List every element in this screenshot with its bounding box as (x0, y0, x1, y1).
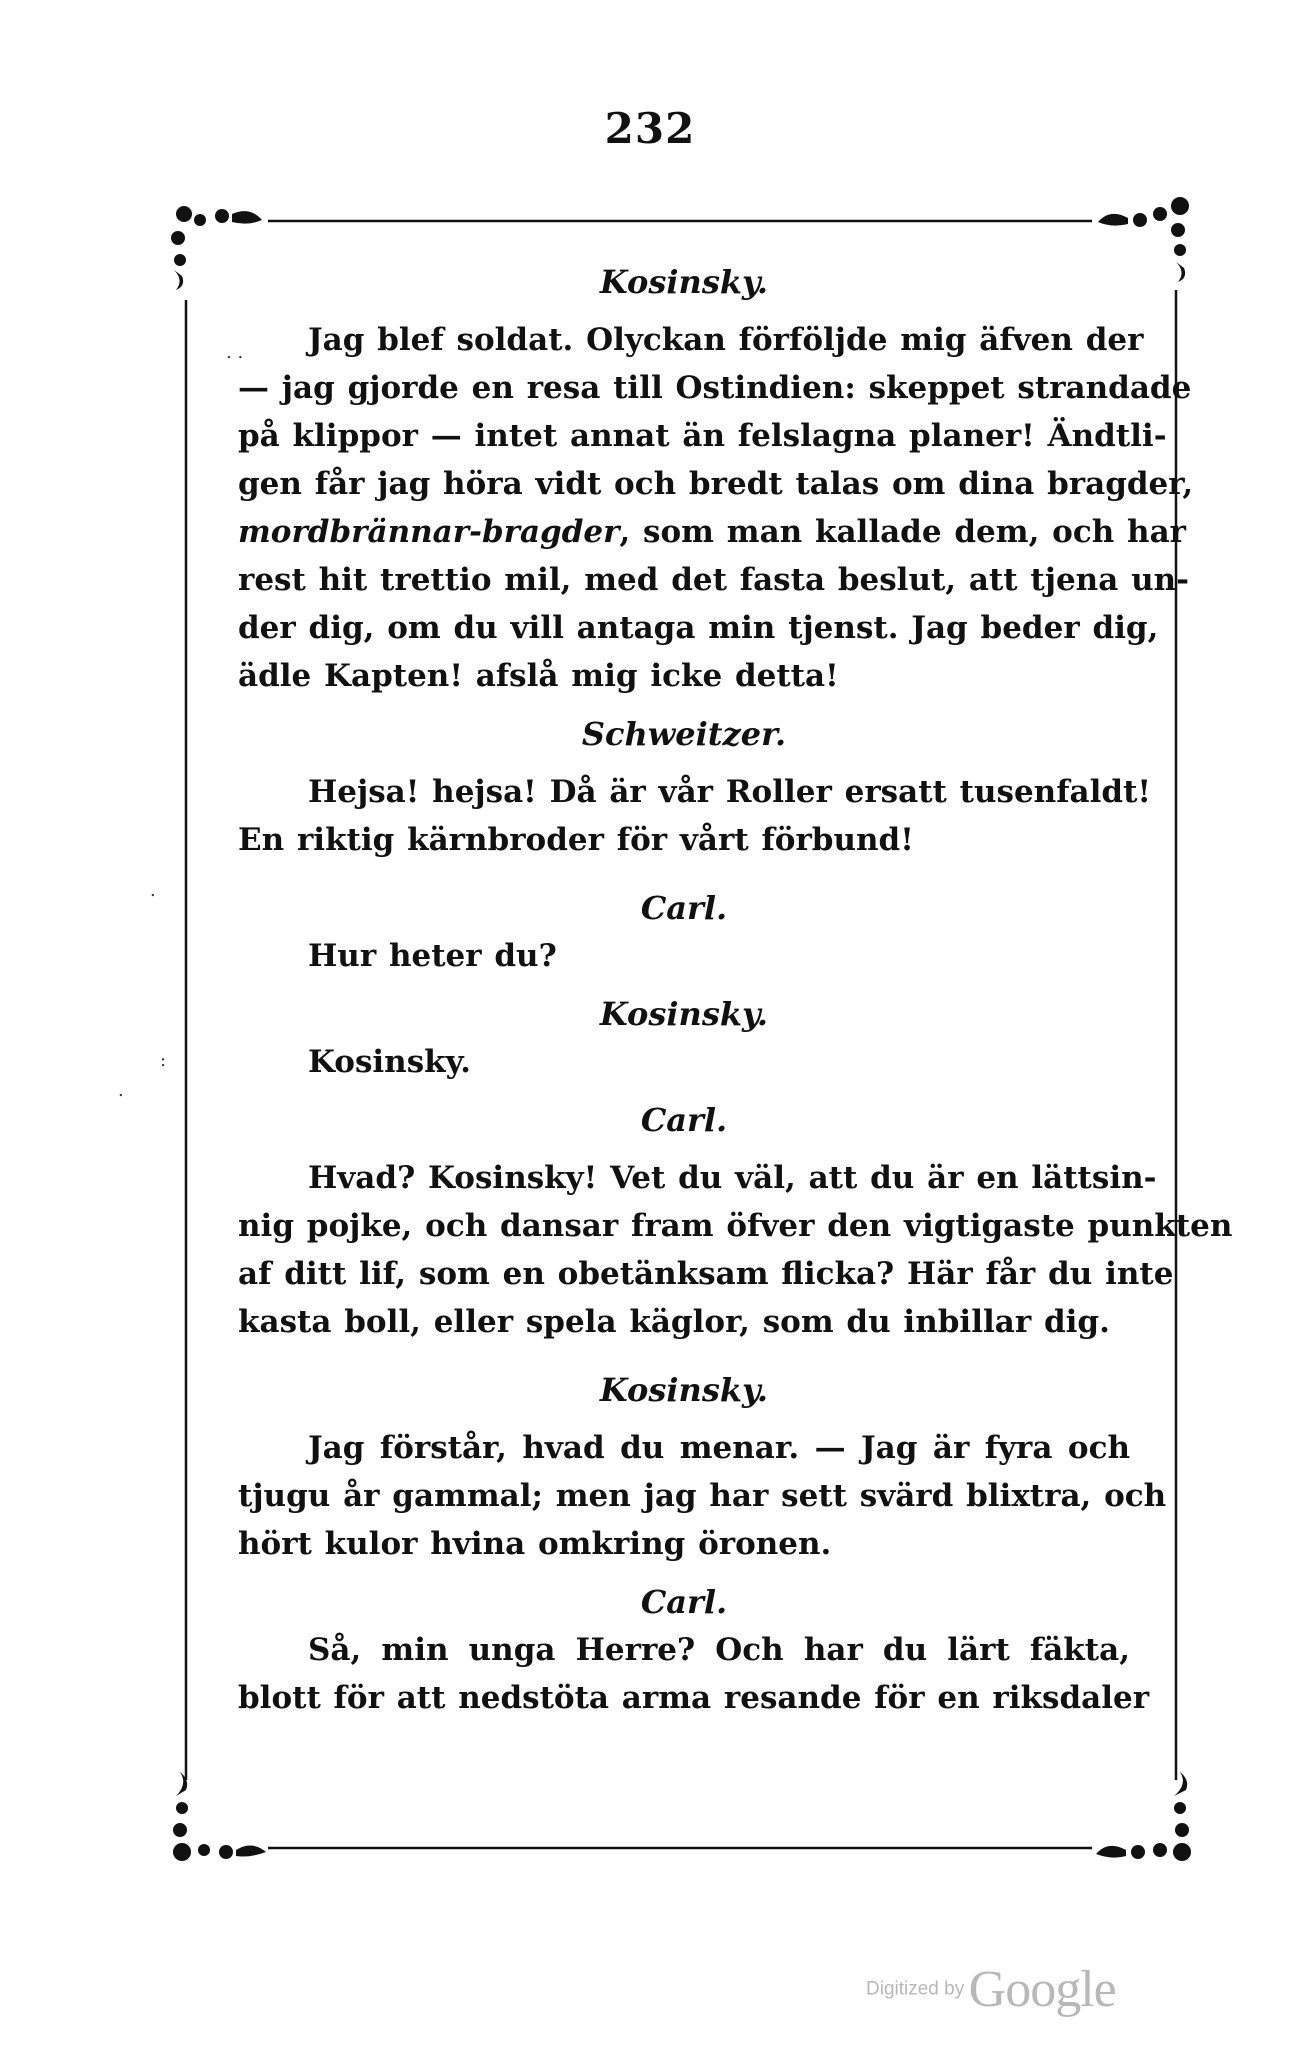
speaker-heading: Kosinsky. (599, 1371, 769, 1409)
speaker-heading: Kosinsky. (599, 995, 769, 1033)
page-body (238, 258, 1233, 1722)
text-line: på klippor — intet annat än felslagna planer! Ändtli- (238, 418, 1167, 454)
text-line: tjugu år gammal; men jag har sett svärd blixtra, och (238, 1478, 1167, 1514)
speaker-heading: Carl. (640, 1583, 728, 1621)
google-logo-text: Google (968, 1961, 1116, 2018)
text-line: der dig, om du vill antaga min tjenst. Jag beder dig, (238, 610, 1159, 646)
text-line: Hvad? Kosinsky! Vet du väl, att du är en lättsin- (308, 1160, 1157, 1196)
text-line: blott för att nedstöta arma resande för en riksdaler (238, 1680, 1150, 1716)
watermark-digitized-text: Digitized by (866, 1978, 965, 2000)
speaker-heading: Carl. (640, 1101, 728, 1139)
text-line: gen får jag höra vidt och bredt talas om dina bragder, (238, 466, 1194, 502)
text-line: — jag gjorde en resa till Ostindien: skeppet strandade (238, 370, 1192, 406)
text-line: rest hit trettio mil, med det fasta beslut, att tjena un- (238, 562, 1190, 598)
text-line: Jag förstår, hvad du menar. — Jag är fyra och (308, 1430, 1130, 1466)
google-watermark (866, 1960, 1116, 2019)
text-line: af ditt lif, som en obetänksam flicka? Här får du inte (238, 1256, 1174, 1292)
text-line: nig pojke, och dansar fram öfver den vigtigaste punkten (238, 1208, 1233, 1244)
text-line: Jag blef soldat. Olyckan förföljde mig äfven der (308, 322, 1144, 358)
text-line: hört kulor hvina omkring öronen. (238, 1526, 832, 1562)
stray-marks: : (160, 1050, 167, 1071)
text-line: Hur heter du? (308, 938, 557, 974)
stray-marks: . . (226, 342, 244, 363)
page-number: 232 (604, 104, 696, 153)
stray-marks: . (150, 880, 156, 901)
text-line: kasta boll, eller spela käglor, som du inbillar dig. (238, 1304, 1110, 1340)
text-line: ädle Kapten! afslå mig icke detta! (238, 658, 839, 694)
text-line: mordbrännar-bragder, som man kallade dem, och har (238, 514, 1187, 550)
text-line: Så, min unga Herre? Och har du lärt fäkta, (308, 1632, 1130, 1668)
text-line: Kosinsky. (308, 1044, 471, 1080)
text-line: En riktig kärnbroder för vårt förbund! (238, 822, 914, 858)
text-line: Hejsa! hejsa! Då är vår Roller ersatt tusenfaldt! (308, 774, 1152, 810)
speaker-heading: Kosinsky. (599, 263, 769, 301)
stray-marks: . (118, 1080, 124, 1101)
speaker-heading: Carl. (640, 889, 728, 927)
speaker-heading: Schweitzer. (581, 715, 787, 753)
